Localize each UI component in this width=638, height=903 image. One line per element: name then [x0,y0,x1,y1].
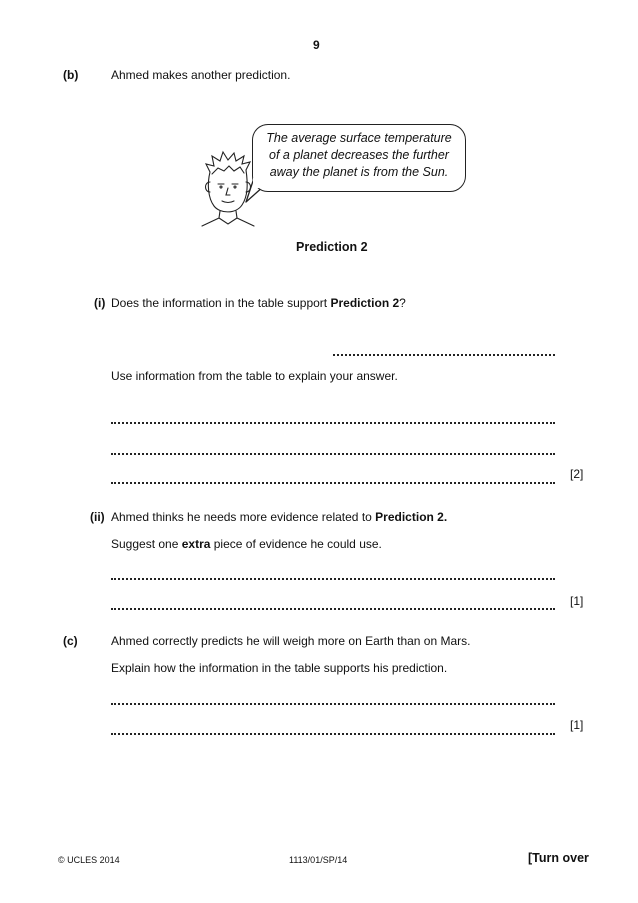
q-i-text-bold: Prediction 2 [330,296,400,310]
part-c-text: Ahmed correctly predicts he will weigh more on Earth than on Mars. [111,634,471,648]
speech-bubble-text [252,130,466,181]
prediction-label: Prediction 2 [296,240,368,254]
q-ii-label: (ii) [90,510,105,524]
q-ii-text-bold: Prediction 2. [375,510,448,524]
speech-line-3: away the planet is from the Sun. [269,165,449,179]
q-i-marks: [2] [570,467,584,481]
part-b-intro: Ahmed makes another prediction. [111,68,291,82]
q-i-text: Does the information in the table support [111,296,331,310]
q-i-label: (i) [94,296,106,310]
answer-line-ii-2[interactable] [111,598,555,610]
q-ii-text: Ahmed thinks he needs more evidence related to [111,510,376,524]
q-i-text-end: ? [399,296,406,310]
part-c-label: (c) [63,634,78,648]
part-c-marks: [1] [570,718,584,732]
part-c-explain: Explain how the information in the table supports his prediction. [111,661,448,675]
q-ii-suggest-end: piece of evidence he could use. [210,537,382,551]
q-ii-suggest-bold: extra [181,537,211,551]
speech-line-2: of a planet decreases the further [269,148,449,162]
turn-over: [Turn over [528,851,589,865]
q-i-explain: Use information from the table to explain your answer. [111,369,398,383]
answer-line-ii-1[interactable] [111,568,555,580]
q-ii-question [111,510,447,524]
answer-line-i-3[interactable] [111,472,555,484]
footer-copyright: © UCLES 2014 [58,855,120,865]
footer-code: 1113/01/SP/14 [289,855,348,865]
q-i-question [111,296,406,310]
page-number: 9 [313,38,320,52]
answer-line-i-short[interactable] [333,344,555,356]
speech-line-1: The average surface temperature [266,131,452,145]
q-ii-marks: [1] [570,594,584,608]
q-ii-suggest [111,537,382,551]
answer-line-c-1[interactable] [111,693,555,705]
part-b-label: (b) [63,68,79,82]
answer-line-c-2[interactable] [111,723,555,735]
answer-line-i-1[interactable] [111,412,555,424]
answer-line-i-2[interactable] [111,443,555,455]
q-ii-suggest-text: Suggest one [111,537,182,551]
